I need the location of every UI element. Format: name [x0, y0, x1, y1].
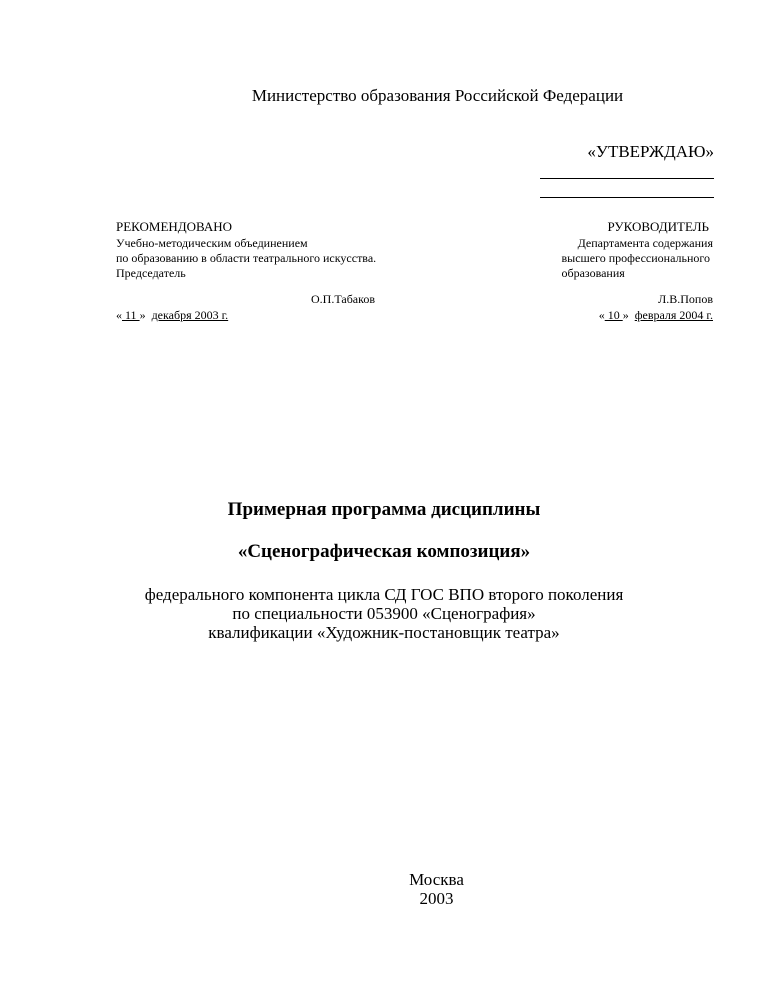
date-day: 11 — [122, 308, 140, 322]
ministry-header: Министерство образования Российской Федерации — [251, 86, 624, 105]
recommended-line-3: Председатель — [116, 266, 186, 280]
date-open-quote: « — [116, 308, 122, 322]
date-close-quote: » — [139, 308, 146, 322]
head-date — [599, 308, 713, 323]
head-heading: РУКОВОДИТЕЛЬ — [607, 219, 709, 234]
recommended-block — [116, 219, 376, 281]
recommended-signer: О.П.Табаков — [311, 292, 376, 306]
description-line-1: федерального компонента цикла СД ГОС ВПО второго поколения — [144, 585, 624, 604]
head-line-1: Департамента содержания — [577, 236, 713, 250]
date-month-year: декабря 2003 г. — [151, 308, 229, 322]
date-day: 10 — [604, 308, 623, 322]
date-month-year: февраля 2004 г. — [634, 308, 713, 322]
signature-line-1 — [540, 178, 714, 179]
description-line-2: по специальности 053900 «Сценография» — [232, 604, 536, 623]
program-title: Примерная программа дисциплины — [227, 499, 541, 520]
date-open-quote: « — [598, 308, 605, 322]
discipline-title: «Сценографическая композиция» — [237, 541, 531, 562]
description-line-3: квалификации «Художник-постановщик театра» — [208, 623, 560, 642]
head-line-3: образования — [561, 266, 625, 280]
head-signer: Л.В.Попов — [658, 292, 713, 306]
year: 2003 — [419, 889, 454, 908]
recommended-line-1: Учебно-методическим объединением — [116, 236, 308, 250]
head-line-2: высшего профессионального — [561, 251, 710, 265]
recommended-date — [116, 308, 228, 323]
recommended-heading: РЕКОМЕНДОВАНО — [116, 219, 233, 234]
approve-stamp: «УТВЕРЖДАЮ» — [587, 142, 714, 161]
head-block — [562, 219, 714, 281]
signature-line-2 — [540, 197, 714, 198]
date-close-quote: » — [622, 308, 629, 322]
recommended-line-2: по образованию в области театрального искусства. — [116, 251, 377, 265]
city: Москва — [409, 870, 464, 889]
